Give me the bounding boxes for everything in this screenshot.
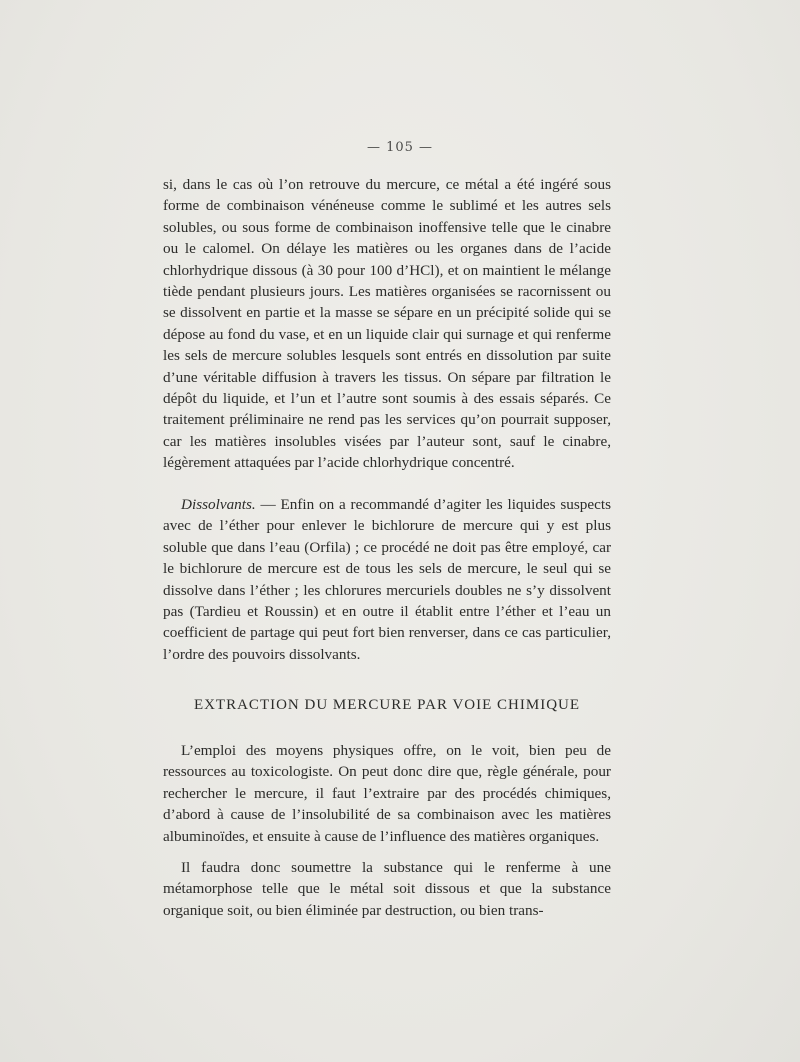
paragraph-3 <box>163 740 611 847</box>
paragraph-4 <box>163 857 611 921</box>
page-number: — 105 — <box>366 140 434 155</box>
paragraph-1-text: si, dans le cas où l’on retrouve du mercure, ce métal a été ingéré sous forme de combinaison vénéneuse comme le sublimé et les autres sels solubles, ou sous forme de combinaison inoffensive telle que le cinabre ou le calomel. On délaye les matières ou les organes dans de l’acide chlorhydrique dissous (à 30 pour 100 d’HCl), et on maintient le mélange tiède pendant plusieurs jours. Les matières organisées se racornissent ou se dissolvent en partie et la masse se sépare en un précipité solide qui se dépose au fond du vase, et en un liquide clair qui surnage et qui renferme les sels de mercure solubles lesquels sont entrés en dissolution par suite d’une véritable diffusion à travers les tissus. On sépare par filtration le dépôt du liquide, et l’un et l’autre sont soumis à des essais séparés. Ce traitement préliminaire ne rend pas les services qu’on pourrait supposer, car les matières insolubles visées par l’auteur sont, sauf le cinabre, légèrement attaquées par l’acide chlorhydrique concentré. <box>163 176 611 472</box>
paragraph-2-lead: Dissolvants. <box>181 496 256 513</box>
paragraph-2 <box>163 494 611 665</box>
paragraph-2-body: — Enfin on a recommandé d’agiter les liquides suspects avec de l’éther pour enlever le bichlorure de mercure qui y est plus soluble que dans l’eau (Orfila) ; ce procédé ne doit pas être employé, car le bichlorure de mercure est de tous les sels de mercure, le seul qui se dissolve dans l’éther ; les chlorures mercuriels doubles ne s’y dissolvent pas (Tardieu et Roussin) et en outre il établit entre l’éther et l’eau un coefficient de partage qui peut fort bien renverser, dans ce cas particulier, l’ordre des pouvoirs dissolvants. <box>163 496 611 663</box>
paragraph-3-text: L’emploi des moyens physiques offre, on le voit, bien peu de ressources au toxicologiste. On peut donc dire que, règle générale, pour rechercher le mercure, il faut l’extraire par des procédés chimiques, d’abord à cause de l’insolubilité de sa combinaison avec les matières albuminoïdes, et ensuite à cause de l’influence des matières organiques. <box>163 742 611 845</box>
section-heading: EXTRACTION DU MERCURE PAR VOIE CHIMIQUE <box>193 697 581 713</box>
paragraph-2-text <box>163 494 611 665</box>
paragraph-1 <box>163 174 611 474</box>
paragraph-4-text: Il faudra donc soumettre la substance qui le renferme à une métamorphose telle que le métal soit dissous et que la substance organique soit, ou bien éliminée par destruction, ou bien trans- <box>163 859 611 919</box>
